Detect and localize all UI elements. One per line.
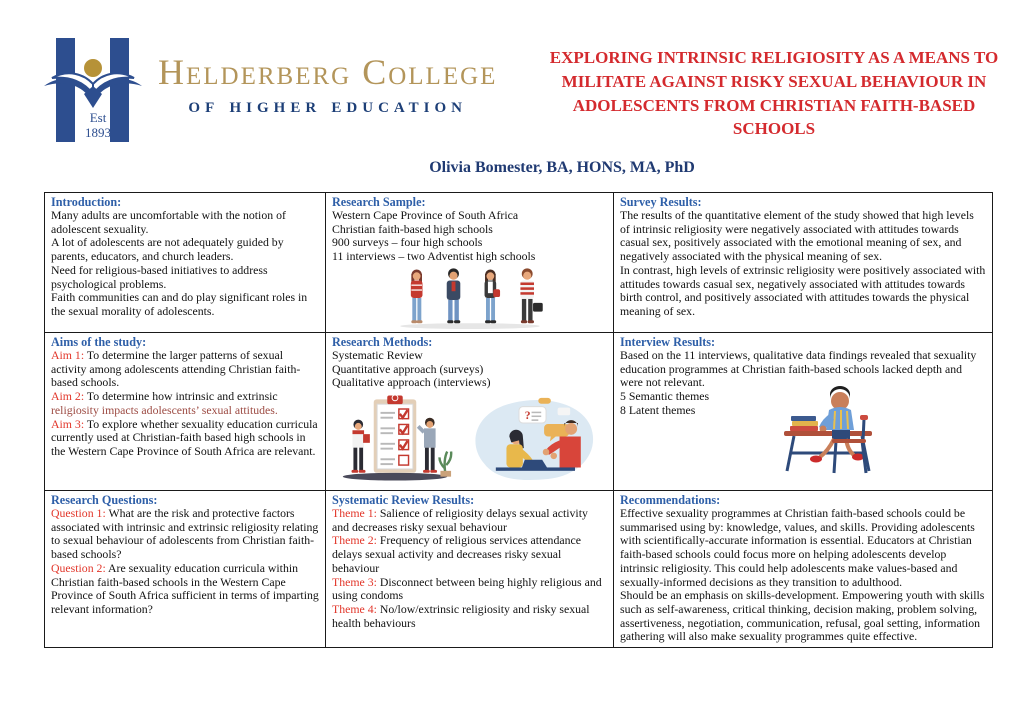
research-sample-line: Christian faith-based high schools: [332, 221, 493, 236]
research-methods-line: Systematic Review: [332, 348, 423, 363]
aim-item: [51, 390, 319, 417]
theme-text: Salience of religiosity delays sexual activity and decreases risky sexual behaviour: [332, 506, 588, 534]
question-label: Question 2:: [51, 560, 106, 575]
cell-introduction: [45, 193, 326, 333]
systematic-review-heading: Systematic Review Results:: [332, 493, 475, 507]
recommendations-paragraph: Effective sexuality programmes at Christian faith-based schools could be summarised using by: knowledge, values, and skills. Providing adolescents with scientifically-accurate information is essential. Educators at Christian faith-based schools could focus more on helping adolescents develop intrinsic religiosity. This could help adolescents make values-based and sexually-informed decisions as they transition to adulthood.: [620, 506, 975, 589]
recommendations-heading: Recommendations:: [620, 493, 721, 507]
student-desk-illustration: [774, 377, 899, 477]
introduction-line: A lot of adolescents are not adequately guided by parents, educators, and church leaders.: [51, 235, 284, 264]
logo-est-text: Est: [89, 110, 107, 125]
research-sample-heading: Research Sample:: [332, 195, 426, 209]
cell-interview-results: [614, 333, 992, 491]
theme-label: Theme 4:: [332, 601, 377, 616]
cell-survey-results: [614, 193, 992, 333]
aim-item: [51, 349, 319, 390]
interview-results-heading: Interview Results:: [620, 335, 716, 349]
research-questions-heading: Research Questions:: [51, 493, 158, 507]
theme-label: Theme 3:: [332, 574, 377, 589]
college-subtitle: of higher education: [188, 92, 467, 117]
aim-text: To determine the larger patterns of sexual activity among adolescents attending Christian faith-based schools.: [51, 348, 301, 390]
interview-results-paragraph: Based on the 11 interviews, qualitative data findings revealed that sexuality education programmes at Christian faith-based schools lacked depth and were not relevant.: [620, 348, 977, 390]
cell-recommendations: [614, 491, 992, 647]
theme-text: No/low/extrinsic religiosity and risky sexual health behaviours: [332, 601, 590, 630]
students-illustration: [385, 266, 555, 330]
theme-item: [332, 603, 607, 630]
cell-research-methods: [326, 333, 614, 491]
cell-aims: [45, 333, 326, 491]
aim-item: [51, 418, 319, 459]
aim-label: Aim 2:: [51, 389, 85, 404]
question-item: [51, 562, 319, 617]
brand-header: [40, 36, 497, 150]
survey-results-paragraph: The results of the quantitative element of the study showed that high levels of intrinsic religiosity were negatively associated with attitudes towards casual sex, positively associated with the emotional meaning of sex, and negatively associated with the physical meaning of sex.: [620, 208, 974, 264]
survey-results-paragraph: In contrast, high levels of extrinsic religiosity were positively associated with attitudes towards casual sex, negatively associated with attitudes towards birth control, and positively associated with attitudes towards the physical meaning of sex.: [620, 262, 986, 318]
cell-research-questions: [45, 491, 326, 647]
question-item: [51, 507, 319, 562]
introduction-line: Need for religious-based initiatives to address psychological problems.: [51, 262, 268, 291]
recommendations-paragraph: Should be an emphasis on skills-development. Empowering youth with skills such as self-awareness, critical thinking, decision making, problem solving, assertiveness, negotiation, communication, refusal, goal setting, information gathering will also make sexuality programmes quite effective.: [620, 588, 985, 644]
college-wordmark: [158, 54, 497, 119]
research-methods-heading: Research Methods:: [332, 335, 433, 349]
survey-results-heading: Survey Results:: [620, 195, 702, 209]
interview-results-line: 8 Latent themes: [620, 402, 696, 417]
research-sample-line: 11 interviews – two Adventist high schools: [332, 249, 536, 264]
theme-item: [332, 534, 607, 575]
cell-research-sample: [326, 193, 614, 333]
theme-label: Theme 2:: [332, 533, 377, 548]
theme-item: [332, 576, 607, 603]
research-sample-line: 900 surveys – four high schools: [332, 235, 483, 250]
introduction-line: Faith communities can and do play significant roles in the sexual morality of adolescents.: [51, 290, 308, 318]
logo-year-text: 1893: [85, 125, 111, 140]
aim-text: To explore whether sexuality education curricula currently used at Christian-faith based high schools in the Western Cape Province of South Africa are relevant.: [51, 416, 318, 458]
research-methods-line: Qualitative approach (interviews): [332, 375, 491, 390]
introduction-line: Many adults are uncomfortable with the notion of adolescent sexuality.: [51, 208, 286, 236]
checklist-illustration: [337, 392, 453, 484]
question-text: Are sexuality education curricula within Christian faith-based schools in the Western Cape Province of South Africa sufficient in terms of imparting relevant information?: [51, 560, 319, 616]
aim-text: To determine how intrinsic and extrinsic: [84, 389, 278, 404]
cell-systematic-review-results: [326, 491, 614, 647]
theme-item: [332, 507, 607, 534]
question-label: Question 1:: [51, 506, 106, 521]
interview-illustration: [463, 392, 603, 484]
aims-heading: Aims of the study:: [51, 335, 147, 349]
interview-results-line: 5 Semantic themes: [620, 389, 710, 404]
poster-title: EXPLORING INTRINSIC RELIGIOSITY AS A MEANS TO MILITATE AGAINST RISKY SEXUAL BEHAVIOUR IN ADOLESCENTS FROM CHRISTIAN FAITH-BASED SCHOOLS: [549, 48, 999, 139]
question-text: What are the risk and protective factors associated with intrinsic and extrinsic religiosity relating to sexual behaviour of adolescents from Christian faith-based schools?: [51, 506, 319, 562]
theme-text: Disconnect between being highly religious and using condoms: [332, 574, 602, 603]
theme-text: Frequency of religious services attendance delays sexual activity and decreases risky sexual behaviour: [332, 533, 581, 575]
poster-grid: [44, 192, 993, 648]
theme-label: Theme 1:: [332, 506, 377, 521]
aim-text-tail: religiosity impacts adolescents’ sexual attitudes.: [51, 402, 278, 417]
research-sample-line: Western Cape Province of South Africa: [332, 208, 519, 223]
aim-label: Aim 3:: [51, 416, 85, 431]
college-name: Helderberg College: [158, 52, 498, 92]
author-line: Olivia Bomester, BA, HONS, MA, PhD: [429, 159, 695, 176]
research-methods-line: Quantitative approach (surveys): [332, 361, 484, 376]
introduction-heading: Introduction:: [51, 195, 122, 209]
svg-text:?: ?: [524, 409, 531, 423]
aim-label: Aim 1:: [51, 348, 85, 363]
helderberg-college-logo-icon: [40, 36, 146, 150]
